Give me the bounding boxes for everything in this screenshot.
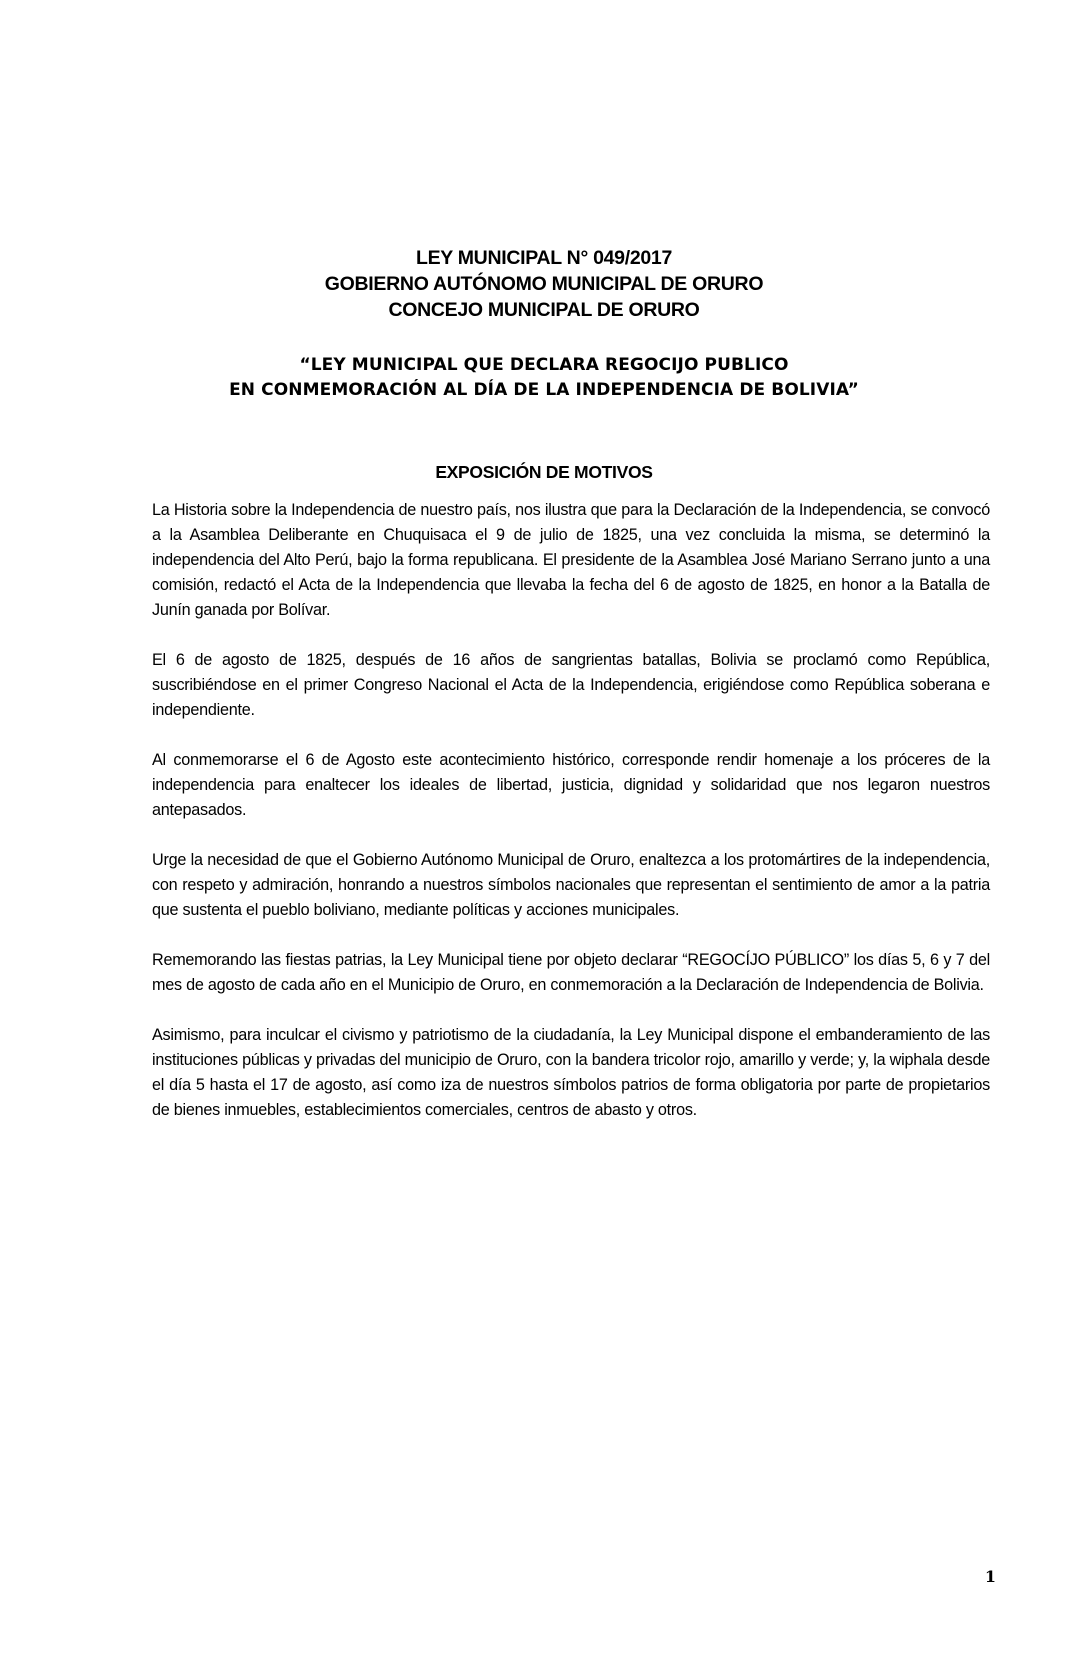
paragraph: Asimismo, para inculcar el civismo y patriotismo de la ciudadanía, la Ley Municipal dispone el embanderamiento de las instituciones públicas y privadas del municipio de Oruro, con la bandera tricolor rojo, amarillo y verde; y, la wiphala desde el día 5 hasta el 17 de agosto, así como iza de nuestros símbolos patrios de forma obligatoria por parte de propietarios de bienes inmuebles, establecimientos comerciales, centros de abasto y otros. [152, 1026, 990, 1119]
law-title-line-1: “LEY MUNICIPAL QUE DECLARA REGOCIJO PUBLICO [299, 355, 789, 375]
page-number: 1 [984, 1567, 996, 1586]
document-body [152, 498, 990, 1148]
paragraph: El 6 de agosto de 1825, después de 16 años de sangrientas batallas, Bolivia se proclamó como República, suscribiéndose en el primer Congreso Nacional el Acta de la Independencia, erigiéndose como República soberana e independiente. [152, 651, 990, 719]
section-heading: EXPOSICIÓN DE MOTIVOS [435, 462, 653, 482]
law-title [0, 353, 1088, 403]
document-header [0, 245, 1088, 323]
paragraph: Rememorando las fiestas patrias, la Ley Municipal tiene por objeto declarar “REGOCÍJO PÚBLICO” los días 5, 6 y 7 del mes de agosto de cada año en el Municipio de Oruro, en conmemoración a la Declaración de Independencia de Bolivia. [152, 951, 990, 994]
law-title-line-2: EN CONMEMORACIÓN AL DÍA DE LA INDEPENDENCIA DE BOLIVIA” [229, 380, 859, 400]
council-name: CONCEJO MUNICIPAL DE ORURO [388, 299, 700, 321]
paragraph: Urge la necesidad de que el Gobierno Autónomo Municipal de Oruro, enaltezca a los protomártires de la independencia, con respeto y admiración, honrando a nuestros símbolos nacionales que representan el sentimiento de amor a la patria que sustenta el pueblo boliviano, mediante políticas y acciones municipales. [152, 851, 990, 919]
paragraph: La Historia sobre la Independencia de nuestro país, nos ilustra que para la Declaración de la Independencia, se convocó a la Asamblea Deliberante en Chuquisaca el 9 de julio de 1825, una vez concluida la misma, se determinó la independencia del Alto Perú, bajo la forma republicana. El presidente de la Asamblea José Mariano Serrano junto a una comisión, redactó el Acta de la Independencia que llevaba la fecha del 6 de agosto de 1825, en honor a la Batalla de Junín ganada por Bolívar. [152, 501, 990, 619]
law-number: LEY MUNICIPAL N° 049/2017 [415, 247, 673, 269]
paragraph: Al conmemorarse el 6 de Agosto este acontecimiento histórico, corresponde rendir homenaje a los próceres de la independencia para enaltecer los ideales de libertad, justicia, dignidad y solidaridad que nos legaron nuestros antepasados. [152, 751, 990, 819]
government-name: GOBIERNO AUTÓNOMO MUNICIPAL DE ORURO [324, 273, 764, 295]
